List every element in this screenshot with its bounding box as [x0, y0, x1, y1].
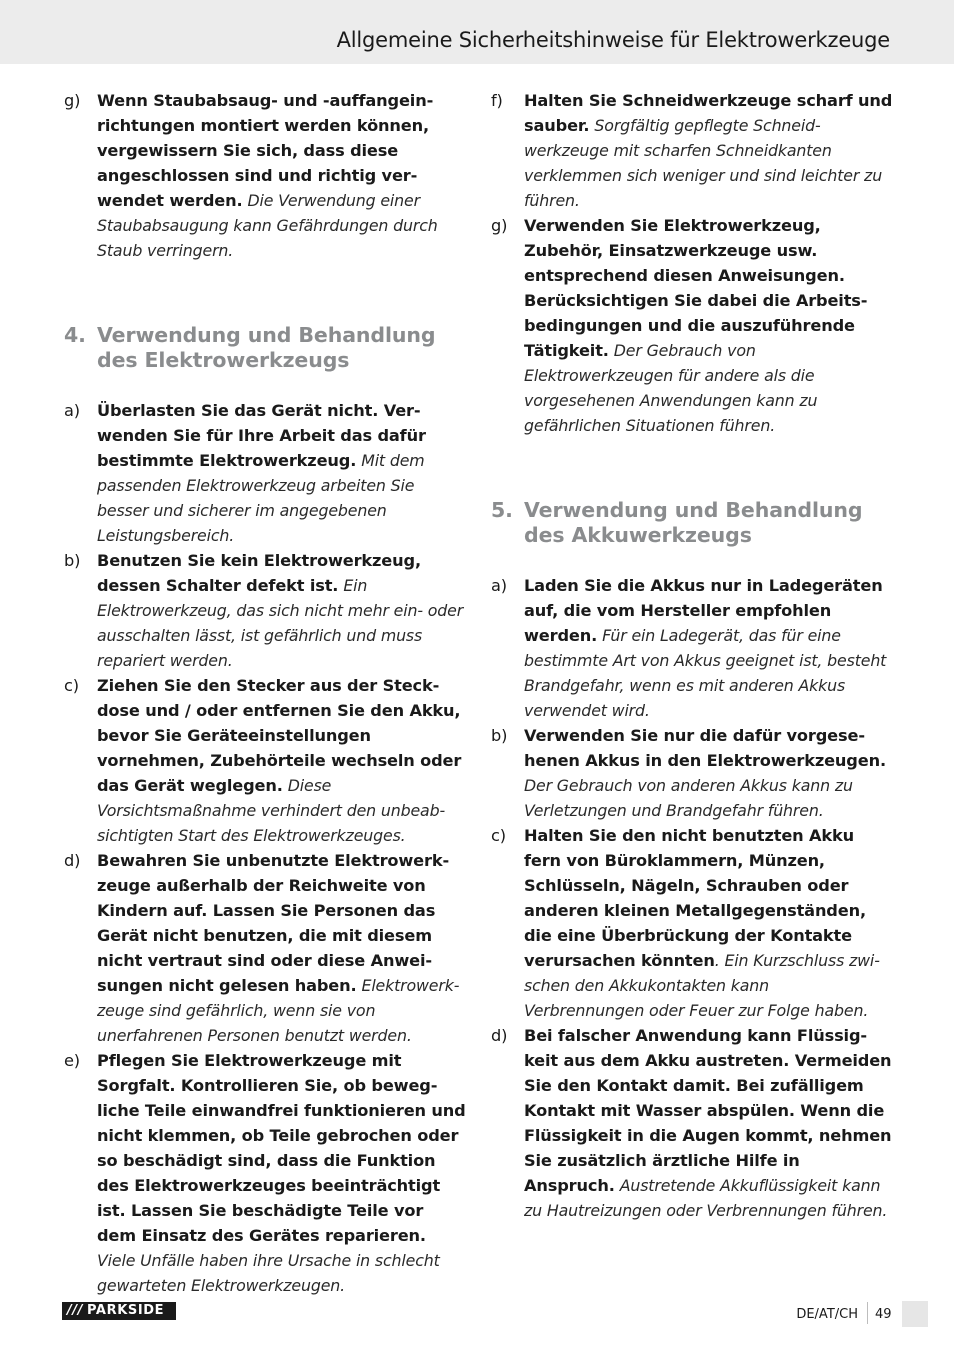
item-c-unused-battery — [489, 823, 893, 1023]
item-bold-text: Verwenden Sie Elektrowerkzeug, Zubehör, Einsatzwerkzeuge usw. entsprechend diesen Anweisungen. Berücksichtigen Sie dabei die Arbeitsbedingungen und die auszuführende Tätigkeit. — [524, 216, 868, 360]
item-bold-text: Halten Sie den nicht benutzten Akku fern von Büroklammern, Münzen, Schlüsseln, Nägeln, Schrauben oder anderen kleinen Metallgegenständen, die eine Überbrückung der Kontakte verursachen könnten — [524, 826, 866, 970]
item-marker: f) — [491, 91, 503, 110]
item-g-instructions — [489, 213, 893, 438]
item-b-switch — [62, 548, 466, 673]
section-5-heading — [489, 498, 893, 548]
footer-language: DE/AT/CH — [796, 1307, 858, 1322]
section-title: Verwendung und Behandlung des Akkuwerkzeugs — [524, 498, 863, 547]
item-e-maintenance — [62, 1048, 466, 1298]
item-bold-text: Bei falscher Anwendung kann Flüssigkeit aus dem Akku austreten. Vermeiden Sie den Kontakt damit. Bei zufälligem Kontakt mit Wasser abspülen. Wenn die Flüssigkeit in die Augen kommt, nehmen Sie zusätzlich ärztliche Hilfe in Anspruch. — [524, 1026, 892, 1195]
item-text: . Ein Kurzschluss zwischen den Akkukontakten kann Verbrennungen oder Feuer zur Folge haben. — [524, 951, 880, 1020]
item-c-plug — [62, 673, 466, 848]
item-text: Viele Unfälle haben ihre Ursache in schlecht gewarteten Elektrowerkzeugen. — [97, 1251, 440, 1295]
item-marker: b) — [64, 551, 81, 570]
item-f-cutting-tools — [489, 88, 893, 213]
item-marker: c) — [64, 676, 79, 695]
section-number: 4. — [64, 323, 86, 347]
item-marker: a) — [64, 401, 80, 420]
item-marker: c) — [491, 826, 506, 845]
item-bold-text: Pflegen Sie Elektrowerkzeuge mit Sorgfalt. Kontrollieren Sie, ob bewegliche Teile einwandfrei funktionieren und nicht klemmen, ob Teile gebrochen oder so beschädigt sind, dass die Funktion des Elektrowerkzeuges beeinträchtigt ist. Lassen Sie beschädigte Teile vor dem Einsatz des Gerätes reparieren. — [97, 1051, 466, 1245]
section-title: Verwendung und Behandlung des Elektrowerkzeugs — [97, 323, 436, 372]
item-text: Der Gebrauch von anderen Akkus kann zu Verletzungen und Brandgefahr führen. — [524, 776, 853, 820]
item-d-battery-fluid — [489, 1023, 893, 1223]
item-text: Ein Elektrowerkzeug, das sich nicht mehr ein- oder ausschalten lässt, ist gefährlich und muss repariert werden. — [97, 576, 464, 670]
item-bold-text: Halten Sie Schneidwerkzeuge scharf und sauber. — [524, 91, 893, 135]
page-header-title: Allgemeine Sicherheitshinweise für Elektrowerkzeuge — [336, 28, 890, 52]
item-a-overload — [62, 398, 466, 548]
section-4-heading — [62, 323, 466, 373]
parkside-logo — [62, 1302, 176, 1320]
item-marker: g) — [64, 91, 81, 110]
item-text: Sorgfältig gepflegte Schneidwerkzeuge mit scharfen Schneidkanten verklemmen sich weniger und sind leichter zu führen. — [524, 116, 883, 210]
footer-divider — [867, 1302, 868, 1324]
item-marker: e) — [64, 1051, 80, 1070]
footer-page-box — [902, 1301, 928, 1327]
item-bold-text: Laden Sie die Akkus nur in Ladegeräten auf, die vom Hersteller empfohlen werden. — [524, 576, 883, 645]
item-bold-text: Überlasten Sie das Gerät nicht. Verwenden Sie für Ihre Arbeit das dafür bestimmte Elektrowerkzeug. — [97, 401, 426, 470]
section-number: 5. — [491, 498, 513, 522]
item-marker: d) — [64, 851, 81, 870]
item-g-dust-extraction — [62, 88, 466, 263]
item-bold-text: Verwenden Sie nur die dafür vorgesehenen Akkus in den Elektrowerkzeugen. — [524, 726, 886, 770]
item-text: Diese Vorsichtsmaßnahme verhindert den unbeabsichtigten Start des Elektrowerkzeuges. — [97, 776, 446, 845]
item-bold-text: Benutzen Sie kein Elektrowerkzeug, dessen Schalter defekt ist. — [97, 551, 421, 595]
item-text: Für ein Ladegerät, das für eine bestimmte Art von Akkus geeignet ist, besteht Brandgefahr, wenn es mit anderen Akkus verwendet wird. — [524, 626, 887, 720]
item-marker: b) — [491, 726, 508, 745]
item-text: Mit dem passenden Elektrowerkzeug arbeiten Sie besser und sicherer im angegebenen Leistungsbereich. — [97, 451, 425, 545]
page-number: 49 — [875, 1307, 892, 1322]
item-text: Der Gebrauch von Elektrowerkzeugen für andere als die vorgesehenen Anwendungen kann zu gefährlichen Situationen führen. — [524, 341, 818, 435]
item-d-storage — [62, 848, 466, 1048]
item-bold-text: Bewahren Sie unbenutzte Elektrowerkzeuge außerhalb der Reichweite von Kindern auf. Lassen Sie Personen das Gerät nicht benutzen, die mit diesem nicht vertraut sind oder diese Anweisungen nicht gelesen haben. — [97, 851, 450, 995]
item-b-batteries — [489, 723, 893, 823]
item-bold-text: Ziehen Sie den Stecker aus der Steckdose und / oder entfernen Sie den Akku, bevor Sie Geräteeinstellungen vornehmen, Zubehörteile wechseln oder das Gerät weglegen. — [97, 676, 462, 795]
item-text: Austretende Akkuflüssigkeit kann zu Hautreizungen oder Verbrennungen führen. — [524, 1176, 888, 1220]
item-a-chargers — [489, 573, 893, 723]
item-marker: g) — [491, 216, 508, 235]
item-text: Elektrowerkzeuge sind gefährlich, wenn sie von unerfahrenen Personen benutzt werden. — [97, 976, 460, 1045]
left-column — [62, 88, 466, 1298]
item-marker: a) — [491, 576, 507, 595]
right-column — [489, 88, 893, 1223]
logo-slashes: /// — [67, 1303, 84, 1318]
item-text: Die Verwendung einer Staubabsaugung kann Gefährdungen durch Staub verringern. — [97, 191, 438, 260]
item-marker: d) — [491, 1026, 508, 1045]
item-bold-text: Wenn Staubabsaug- und -auffangeinrichtungen montiert werden können, vergewissern Sie sich, dass diese angeschlossen sind und richtig verwendet werden. — [97, 91, 434, 210]
logo-text: PARKSIDE — [87, 1303, 165, 1318]
